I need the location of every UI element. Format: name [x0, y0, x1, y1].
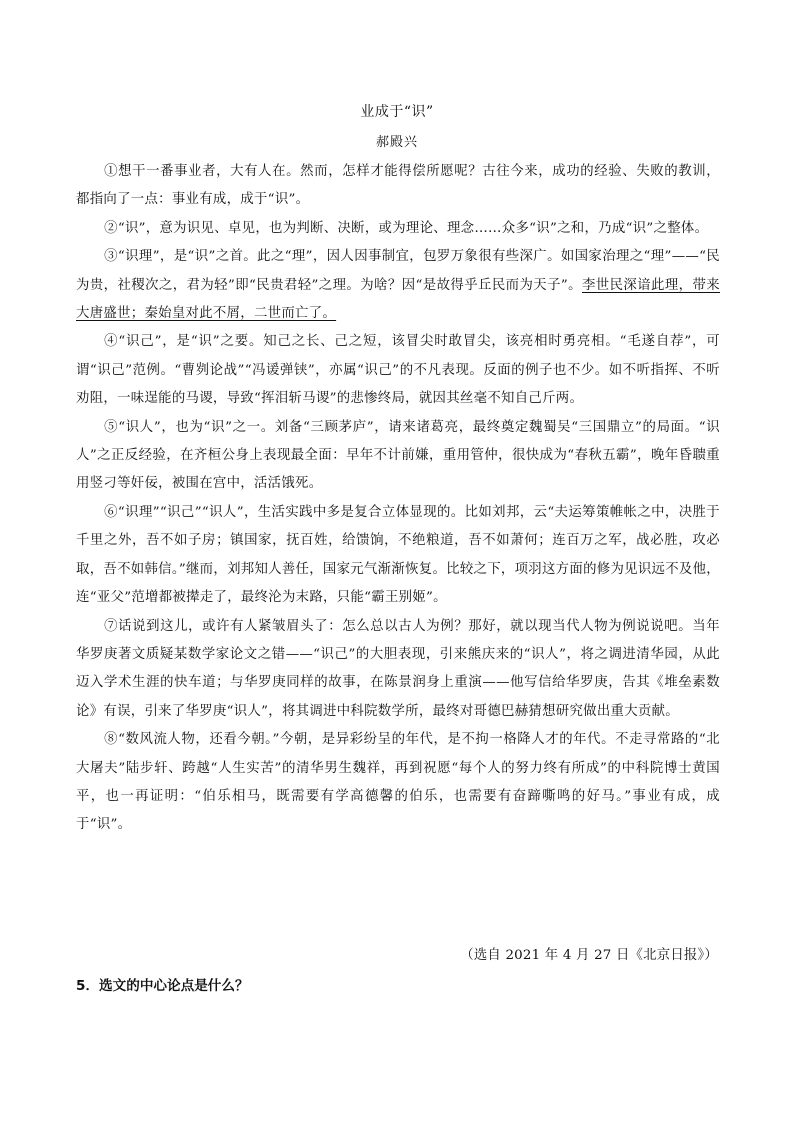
paragraph-1: ①想干一番事业者，大有人在。然而，怎样才能得偿所愿呢？古往今来，成功的经验、失败的教训，都指向了一点：事业有成，成于“识”。 [76, 164, 720, 208]
article-title: 业成于“识” [360, 104, 434, 120]
article-body [76, 158, 720, 840]
paragraph-3-text: ③“识理”，是“识”之首。此之“理”，因人因事制宜，包罗万象很有些深广。如国家治理之“理”——“民为贵，社稷次之，君为轻”即“民贵君轻”之理。为啥？因“是故得乎丘民而为天子”。 [76, 249, 720, 293]
paragraph-7: ⑦话说到这儿，或许有人紧皱眉头了：怎么总以古人为例？那好，就以现当代人物为例说说吧。当年华罗庚著文质疑某数学家论文之错——“识己”的大胆表现，引来熊庆来的“识人”，将之调进清华园，从此迈入学术生涯的快车道；与华罗庚同样的故事，在陈景润身上重演——他写信给华罗庚，告其《堆垒素数论》有误，引来了华罗庚“识人”，将其调进中科院数学所，最终对哥德巴赫猜想研究做出重大贡献。 [76, 618, 720, 719]
paragraph-8: ⑧“数风流人物，还看今朝。”今朝，是异彩纷呈的年代，是不拘一格降人才的年代。不走寻常路的“北大屠夫”陆步轩、跨越“人生实苦”的清华男生魏祥，再到祝愿“每个人的努力终有所成”的中科院博士黄国平，也一再证明：“伯乐相马，既需要有学高德馨的伯乐，也需要有奋蹄嘶鸣的好马。”事业有成，成于“识”。 [76, 732, 720, 833]
article-author: 郝殿兴 [375, 135, 418, 150]
paragraph-4: ④“识己”，是“识”之要。知己之长、己之短，该冒尖时敢冒尖，该亮相时勇亮相。“毛遂自荐”，可谓“识己”范例。“曹刿论战”“冯谖弹铗”，亦属“识己”的不凡表现。反面的例子也不少。如不听指挥、不听劝阻，一味逞能的马谡，导致“挥泪斩马谡”的悲惨终局，就因其丝毫不知自己斤两。 [76, 334, 720, 407]
paragraph-3 [76, 243, 720, 328]
paragraph-5: ⑤“识人”，也为“识”之一。刘备“三顾茅庐”，请来诸葛亮，最终奠定魏蜀吴“三国鼎立”的局面。“识人”之正反经验，在齐桓公身上表现最全面：早年不计前嫌，重用管仲，很快成为“春秋五霸”，晚年昏聩重用竖刁等奸佞，被围在宫中，活活饿死。 [76, 419, 720, 492]
article-source: （选自 2021 年 4 月 27 日《北京日报》） [460, 948, 718, 963]
paragraph-2: ②“识”，意为识见、卓见，也为判断、决断，或为理论、理念……众多“识”之和，乃成“识”之整体。 [104, 220, 709, 236]
question-5: 5．选文的中心论点是什么？ [76, 978, 249, 994]
paragraph-6: ⑥“识理”“识己”“识人”，生活实践中多是复合立体显现的。比如刘邦，云“夫运筹策帷帐之中，决胜于千里之外，吾不如子房；镇国家，抚百姓，给馈饷，不绝粮道，吾不如萧何；连百万之军，战必胜，攻必取，吾不如韩信。”继而，刘邦知人善任，国家元气渐渐恢复。比较之下，项羽这方面的修为见识远不及他，连“亚父”范增都被撵走了，最终沦为末路，只能“霸王别姬”。 [76, 504, 720, 606]
underlined-sentence: 李世民深谙此理，带来大唐盛世；秦始皇对此不屑，二世而亡了。 [76, 277, 720, 322]
